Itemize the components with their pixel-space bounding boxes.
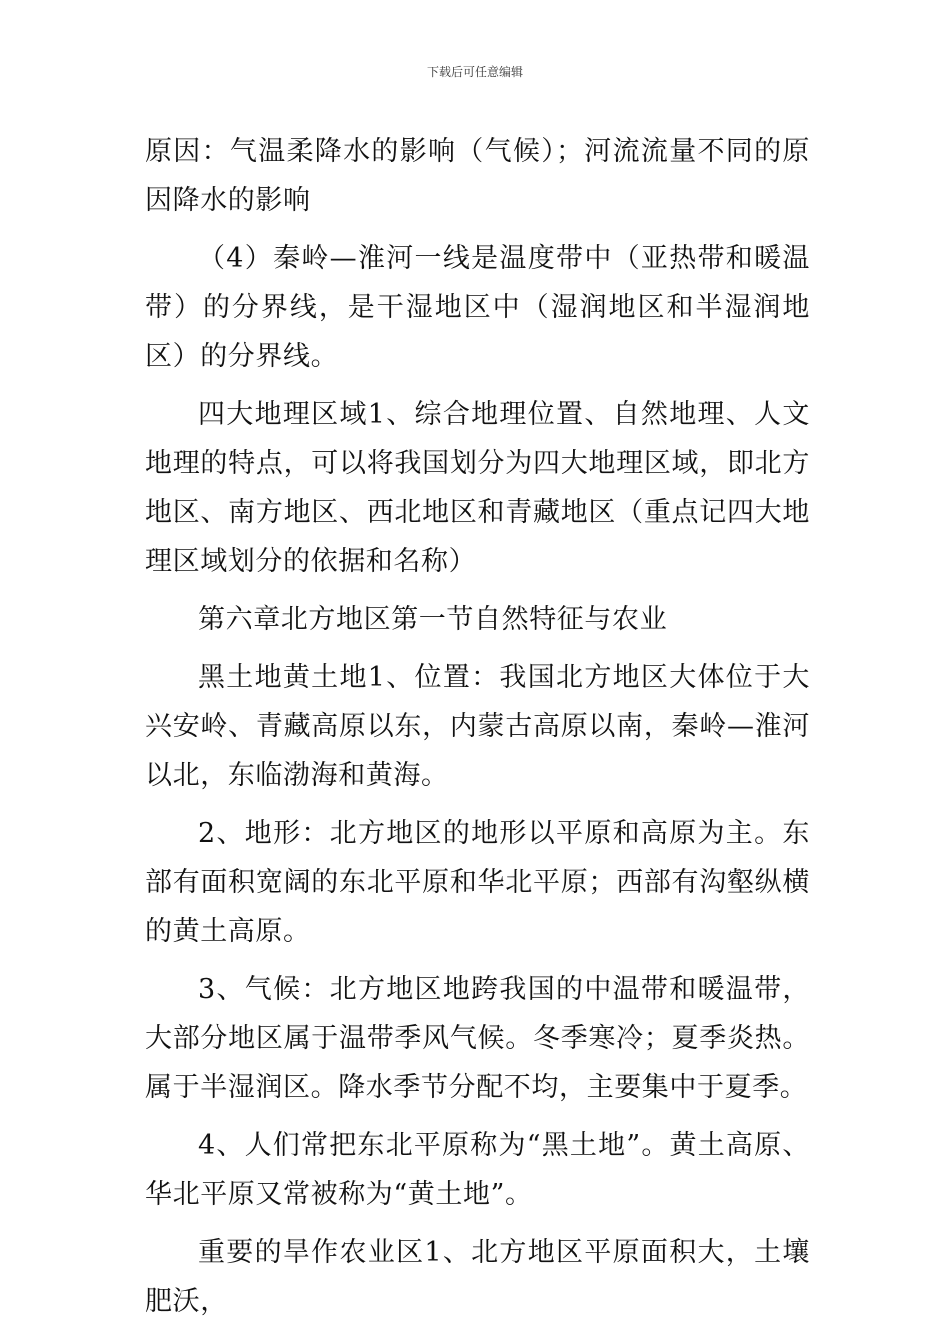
paragraph-terrain: 2、地形：北方地区的地形以平原和高原为主。东部有面积宽阔的东北平原和华北平原；西部有沟壑纵横的黄土高原。: [145, 818, 810, 947]
paragraph-dry-farming: 重要的旱作农业区1、北方地区平原面积大，土壤肥沃，: [145, 1237, 810, 1317]
paragraph-cause: 原因：气温柔降水的影响（气候）；河流流量不同的原因降水的影响: [145, 136, 810, 216]
document-body: [145, 127, 810, 1335]
paragraph-four-regions: 四大地理区域1、综合地理位置、自然地理、人文地理的特点，可以将我国划分为四大地理区域，即北方地区、南方地区、西北地区和青藏地区（重点记四大地理区域划分的依据和名称）: [145, 399, 810, 577]
page-header-note: 下载后可任意编辑: [426, 65, 523, 79]
paragraph-location: 黑土地黄土地1、位置：我国北方地区大体位于大兴安岭、青藏高原以东，内蒙古高原以南，秦岭—淮河以北，东临渤海和黄海。: [145, 662, 810, 791]
paragraph-climate: 3、气候：北方地区地跨我国的中温带和暖温带，大部分地区属于温带季风气候。冬季寒冷；夏季炎热。属于半湿润区。降水季节分配不均，主要集中于夏季。: [145, 974, 810, 1103]
paragraph-chapter-heading: 第六章北方地区第一节自然特征与农业: [198, 604, 668, 635]
paragraph-qinling-huaihe: （4）秦岭—淮河一线是温度带中（亚热带和暖温带）的分界线，是干湿地区中（湿润地区和半湿润地区）的分界线。: [145, 243, 810, 372]
paragraph-black-yellow-land: 4、人们常把东北平原称为“黑土地”。黄土高原、华北平原又常被称为“黄土地”。: [145, 1130, 810, 1210]
